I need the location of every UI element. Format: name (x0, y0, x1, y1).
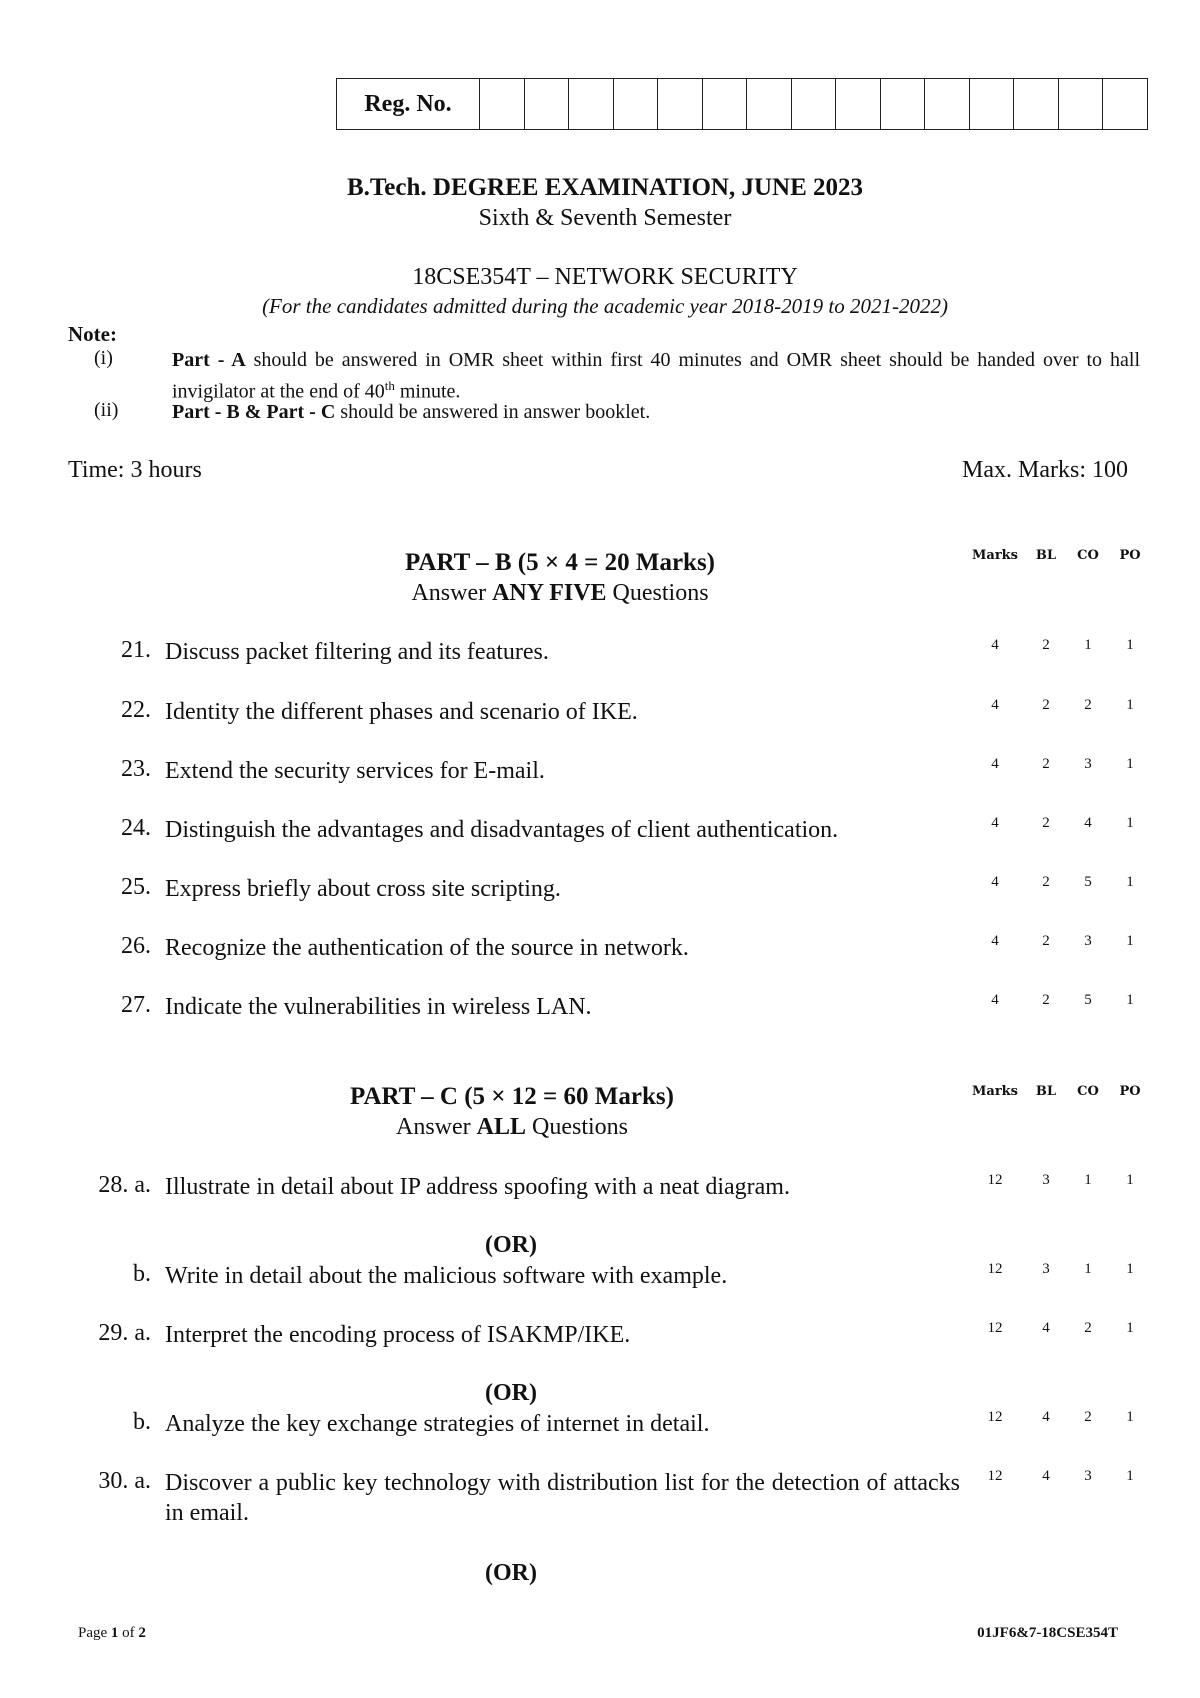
col-marks: Marks (972, 1084, 1018, 1099)
bl-value: 4 (1042, 1468, 1050, 1484)
note-bold: Part - A (172, 349, 246, 371)
reg-no-label: Reg. No. (337, 79, 480, 129)
col-bl: BL (1035, 548, 1057, 563)
question-values (0, 697, 1200, 717)
bl-value: 2 (1042, 697, 1050, 713)
part-b-instruction (300, 578, 820, 608)
marks-value: 12 (987, 1468, 1003, 1484)
question-values (0, 1468, 1200, 1488)
marks-value: 4 (991, 637, 999, 653)
po-value: 1 (1126, 874, 1134, 890)
question-values (0, 815, 1200, 835)
page-number (78, 1625, 146, 1642)
note-number: (i) (94, 347, 113, 369)
po-value: 1 (1126, 1409, 1134, 1425)
question-number: 30. a. (98, 1468, 151, 1494)
co-value: 5 (1084, 874, 1092, 890)
question-text: Identity the different phases and scenario of IKE. (165, 699, 638, 725)
instr-pre: Answer (411, 580, 493, 606)
marks-value: 12 (987, 1261, 1003, 1277)
bl-value: 2 (1042, 992, 1050, 1008)
reg-no-cell[interactable] (480, 79, 525, 129)
bl-value: 2 (1042, 933, 1050, 949)
reg-no-cell[interactable] (792, 79, 837, 129)
po-value: 1 (1126, 933, 1134, 949)
co-value: 1 (1084, 637, 1092, 653)
question-text: Discuss packet filtering and its features. (165, 639, 549, 665)
note-sup: th (384, 378, 395, 393)
reg-no-cell[interactable] (881, 79, 926, 129)
reg-no-cell[interactable] (836, 79, 881, 129)
question-text: Indicate the vulnerabilities in wireless LAN. (165, 994, 592, 1020)
question-number: 26. (121, 933, 151, 959)
reg-no-cell[interactable] (1059, 79, 1104, 129)
co-value: 4 (1084, 815, 1092, 831)
reg-no-cell[interactable] (1103, 79, 1147, 129)
question-values (0, 1172, 1200, 1192)
paper-code: 01JF6&7-18CSE354T (977, 1625, 1118, 1641)
co-value: 1 (1084, 1261, 1092, 1277)
question-text: Recognize the authentication of the source in network. (165, 935, 689, 961)
question-text: Analyze the key exchange strategies of internet in detail. (165, 1411, 710, 1437)
question-number: 22. (121, 697, 151, 723)
note-number: (ii) (94, 399, 119, 421)
instr-post: Questions (606, 580, 709, 606)
marks-value: 4 (991, 933, 999, 949)
note-body: should be answered in answer booklet. (335, 401, 651, 423)
co-value: 2 (1084, 697, 1092, 713)
co-value: 1 (1084, 1172, 1092, 1188)
question-text: Distinguish the advantages and disadvantages of client authentication. (165, 817, 839, 843)
instr-bold: ANY FIVE (492, 580, 607, 606)
col-bl: BL (1035, 1084, 1057, 1099)
question-number: 27. (121, 992, 151, 1018)
bl-value: 2 (1042, 874, 1050, 890)
marks-value: 12 (987, 1172, 1003, 1188)
co-value: 2 (1084, 1409, 1092, 1425)
po-value: 1 (1126, 697, 1134, 713)
reg-no-cell[interactable] (658, 79, 703, 129)
reg-no-cell[interactable] (614, 79, 659, 129)
note-label: Note: (68, 322, 117, 346)
marks-value: 4 (991, 756, 999, 772)
question-text: Illustrate in detail about IP address spoofing with a neat diagram. (165, 1174, 790, 1200)
po-value: 1 (1126, 637, 1134, 653)
note-body: should be answered in OMR sheet within first 40 minutes and OMR sheet should be handed over to hall invigilator at the end of 40 (172, 349, 1140, 403)
question-values (0, 1261, 1200, 1281)
or-separator: (OR) (485, 1380, 537, 1406)
part-c-column-header (0, 1084, 1200, 1104)
question-number: b. (133, 1409, 151, 1435)
question-number: 21. (121, 637, 151, 663)
question-values (0, 637, 1200, 657)
note-tail: minute. (394, 380, 461, 403)
reg-no-cell[interactable] (703, 79, 748, 129)
page-of: of (118, 1625, 139, 1641)
bl-value: 2 (1042, 756, 1050, 772)
po-value: 1 (1126, 992, 1134, 1008)
col-co: CO (1077, 1084, 1099, 1099)
instr-post: Questions (526, 1114, 628, 1140)
po-value: 1 (1126, 815, 1134, 831)
marks-value: 4 (991, 874, 999, 890)
page-total: 2 (138, 1625, 146, 1641)
page-label: Page (78, 1625, 111, 1641)
question-values (0, 1409, 1200, 1429)
co-value: 3 (1084, 1468, 1092, 1484)
question-number: 23. (121, 756, 151, 782)
question-values (0, 874, 1200, 894)
question-number: 24. (121, 815, 151, 841)
po-value: 1 (1126, 1172, 1134, 1188)
question-number: 25. (121, 874, 151, 900)
part-c-title: PART – C (5 × 12 = 60 Marks) (350, 1083, 674, 1110)
eligibility-note: (For the candidates admitted during the academic year 2018-2019 to 2021-2022) (262, 294, 948, 318)
co-value: 3 (1084, 933, 1092, 949)
exam-title: B.Tech. DEGREE EXAMINATION, JUNE 2023 (346, 174, 864, 201)
marks-value: 4 (991, 992, 999, 1008)
bl-value: 4 (1042, 1409, 1050, 1425)
col-po: PO (1119, 548, 1141, 563)
question-text: Extend the security services for E-mail. (165, 758, 545, 784)
po-value: 1 (1126, 1468, 1134, 1484)
marks-value: 4 (991, 815, 999, 831)
reg-no-cell[interactable] (525, 79, 570, 129)
question-text: Express briefly about cross site scripting. (165, 876, 561, 902)
reg-no-cell[interactable] (970, 79, 1015, 129)
marks-value: 4 (991, 697, 999, 713)
question-text: Write in detail about the malicious software with example. (165, 1263, 728, 1289)
reg-no-cell[interactable] (569, 79, 614, 129)
po-value: 1 (1126, 1261, 1134, 1277)
co-value: 2 (1084, 1320, 1092, 1336)
note-bold: Part - B & Part - C (172, 401, 336, 423)
part-b-column-header (0, 548, 1200, 568)
col-marks: Marks (972, 548, 1018, 563)
note-text (172, 347, 1140, 405)
question-values (0, 1320, 1200, 1340)
question-number: b. (133, 1261, 151, 1287)
bl-value: 4 (1042, 1320, 1050, 1336)
question-text: Interpret the encoding process of ISAKMP/IKE. (165, 1322, 631, 1348)
note-item (68, 399, 1140, 427)
reg-no-cell[interactable] (1014, 79, 1059, 129)
semester: Sixth & Seventh Semester (478, 205, 732, 231)
co-value: 5 (1084, 992, 1092, 1008)
note-text (172, 399, 1140, 425)
instr-bold: ALL (476, 1114, 526, 1140)
reg-no-cell[interactable] (925, 79, 970, 129)
note-item (68, 347, 1140, 401)
marks-value: 12 (987, 1320, 1003, 1336)
question-text: Discover a public key technology with distribution list for the detection of attacks in email. (165, 1470, 960, 1526)
bl-value: 3 (1042, 1172, 1050, 1188)
reg-no-box (336, 78, 1148, 130)
question-number: 28. a. (98, 1172, 151, 1198)
bl-value: 3 (1042, 1261, 1050, 1277)
question-number: 29. a. (98, 1320, 151, 1346)
co-value: 3 (1084, 756, 1092, 772)
page-current: 1 (110, 1625, 119, 1641)
question-values (0, 992, 1200, 1012)
bl-value: 2 (1042, 815, 1050, 831)
question-values (0, 756, 1200, 776)
marks-value: 12 (987, 1409, 1003, 1425)
po-value: 1 (1126, 1320, 1134, 1336)
reg-no-cell[interactable] (747, 79, 792, 129)
col-po: PO (1119, 1084, 1141, 1099)
max-marks: Max. Marks: 100 (962, 457, 1128, 483)
col-co: CO (1077, 548, 1099, 563)
part-b-title: PART – B (5 × 4 = 20 Marks) (404, 549, 715, 576)
po-value: 1 (1126, 756, 1134, 772)
course-title: 18CSE354T – NETWORK SECURITY (412, 264, 798, 290)
bl-value: 2 (1042, 637, 1050, 653)
or-separator: (OR) (485, 1560, 537, 1586)
question-values (0, 933, 1200, 953)
instr-pre: Answer (395, 1114, 477, 1140)
or-separator: (OR) (485, 1232, 537, 1258)
exam-time: Time: 3 hours (68, 457, 202, 483)
part-c-instruction (242, 1112, 782, 1142)
